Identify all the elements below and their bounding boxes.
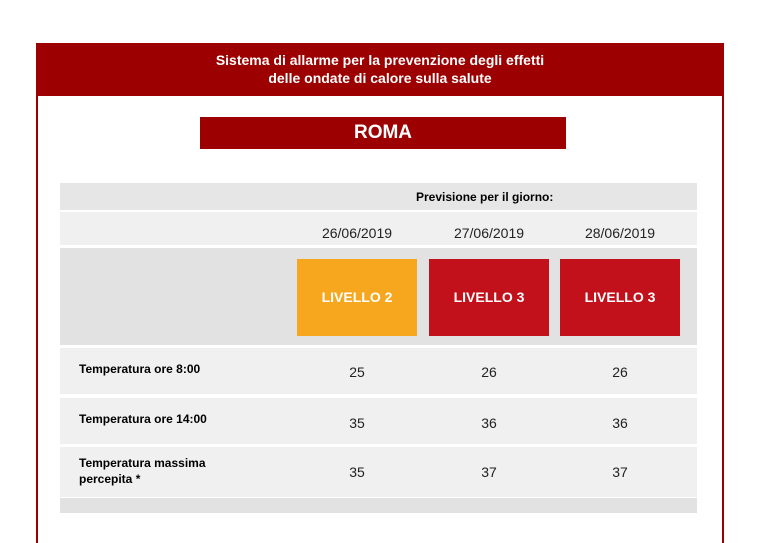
value-max-perceived-day-2: 37 — [481, 464, 497, 480]
row-label-max-perceived-line1: Temperatura massima — [79, 456, 206, 470]
value-temp-14-day-3: 36 — [612, 415, 628, 431]
value-temp-14-day-1: 35 — [349, 415, 365, 431]
date-day-2: 27/06/2019 — [453, 225, 525, 241]
header-title-line1: Sistema di allarme per la prevenzione degli effetti — [215, 52, 545, 68]
value-temp-8-day-1: 25 — [349, 364, 365, 380]
forecast-caption: Previsione per il giorno: — [416, 190, 554, 204]
row-label-temp-14: Temperatura ore 14:00 — [79, 412, 207, 426]
date-day-1: 26/06/2019 — [321, 225, 393, 241]
forecast-caption-row — [60, 183, 697, 210]
row-label-temp-8: Temperatura ore 8:00 — [79, 362, 201, 376]
value-max-perceived-day-3: 37 — [612, 464, 628, 480]
value-max-perceived-day-1: 35 — [349, 464, 365, 480]
level-badge-day-2: LIVELLO 3 — [429, 259, 549, 336]
bulletin-header — [36, 43, 724, 96]
value-temp-8-day-3: 26 — [612, 364, 628, 380]
value-temp-8-day-2: 26 — [481, 364, 497, 380]
value-temp-14-day-2: 36 — [481, 415, 497, 431]
row-label-max-perceived-line2: percepita * — [79, 472, 141, 486]
city-banner: ROMA — [200, 117, 566, 149]
header-title-line2: delle ondate di calore sulla salute — [268, 70, 492, 86]
level-badge-day-3: LIVELLO 3 — [560, 259, 680, 336]
level-badge-day-1: LIVELLO 2 — [297, 259, 417, 336]
date-day-3: 28/06/2019 — [584, 225, 656, 241]
row-label-max-perceived — [79, 455, 206, 487]
table-footer-band — [60, 498, 697, 513]
